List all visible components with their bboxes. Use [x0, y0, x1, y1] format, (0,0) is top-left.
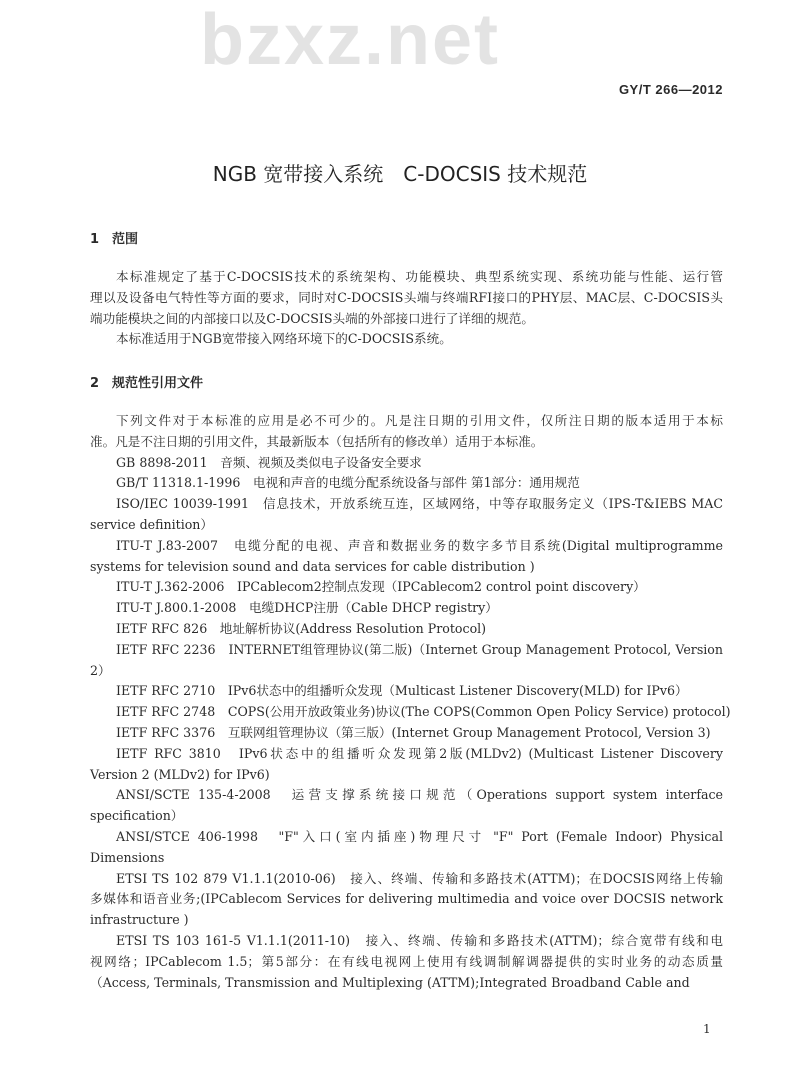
paragraph — [90, 640, 723, 682]
text-line: specification） — [90, 808, 184, 824]
text-line: GB/T 11318.1-1996 电视和声音的电缆分配系统设备与部件 第1部分：通用规范 — [116, 475, 580, 491]
text-line: 2） — [90, 662, 111, 678]
text-line: 下列文件对于本标准的应用是必不可少的。凡是注日期的引用文件，仅所注日期的版本适用于本标 — [116, 413, 723, 428]
paragraph — [90, 536, 723, 578]
text-line: IETF RFC 3376 互联网组管理协议（第三版）(Internet Group Management Protocol, Version 3) — [116, 724, 711, 740]
text-line: ITU-T J.800.1-2008 电缆DHCP注册（Cable DHCP registry） — [116, 600, 498, 616]
text-line: IETF RFC 2236 INTERNET组管理协议(第二版)（Internet Group Management Protocol, Version — [116, 641, 723, 657]
text-line: ETSI TS 102 879 V1.1.1(2010-06) 接入、终端、传输和多路技术(ATTM)；在DOCSIS网络上传输 — [116, 870, 723, 886]
paragraph — [90, 827, 723, 869]
section-heading: 2 规范性引用文件 — [90, 376, 204, 391]
paragraph — [90, 702, 731, 723]
text-line: IETF RFC 826 地址解析协议(Address Resolution Protocol) — [116, 620, 487, 636]
text-line: 视网络；IPCablecom 1.5；第5部分：在有线电视网上使用有线调制解调器提供的实时业务的动态质量 — [90, 953, 723, 969]
paragraph — [90, 931, 723, 993]
standard-number: GY/T 266—2012 — [618, 82, 723, 97]
text-line: （Access, Terminals, Transmission and Multiplexing (ATTM);Integrated Broadband Cable and — [90, 974, 690, 990]
text-line: Version 2 (MLDv2) for IPv6) — [90, 766, 270, 782]
paragraph — [90, 598, 723, 619]
page-number: 1 — [703, 1022, 711, 1036]
paragraph — [90, 267, 723, 329]
paragraph — [90, 744, 723, 786]
text-line: ETSI TS 103 161-5 V1.1.1(2011-10) 接入、终端、传输和多路技术(ATTM)；综合宽带有线和电 — [116, 932, 723, 948]
paragraph — [90, 329, 723, 350]
paragraph — [90, 577, 723, 598]
paragraph — [90, 785, 723, 827]
text-line: 理以及设备电气特性等方面的要求，同时对C-DOCSIS头端与终端RFI接口的PHY层、MAC层、C-DOCSIS头 — [90, 289, 723, 305]
text-line: ITU-T J.83-2007 电缆分配的电视、声音和数据业务的数字多节目系统(Digital multiprogramme — [116, 537, 723, 553]
paragraph — [90, 869, 723, 931]
document-title: NGB 宽带接入系统 C-DOCSIS 技术规范 — [212, 162, 588, 186]
text-line: systems for television sound and data services for cable distribution ) — [90, 558, 535, 574]
text-line: 端功能模块之间的内部接口以及C-DOCSIS头端的外部接口进行了详细的规范。 — [90, 310, 534, 326]
section-normative-references — [90, 372, 731, 993]
paragraph — [90, 619, 723, 640]
paragraph — [90, 411, 723, 453]
text-line: ANSI/SCTE 135-4-2008 运营支撑系统接口规范（Operations support system interface — [116, 787, 723, 803]
text-line: 本标准规定了基于C-DOCSIS技术的系统架构、功能模块、典型系统实现、系统功能与性能、运行管 — [116, 269, 723, 284]
paragraph — [90, 723, 723, 744]
paragraph — [90, 453, 723, 474]
text-line: 多媒体和语音业务;(IPCablecom Services for delivering multimedia and voice over DOCSIS network — [90, 891, 723, 907]
text-line: service definition） — [90, 516, 214, 532]
text-line: Dimensions — [90, 849, 165, 865]
section-heading: 1 范围 — [90, 232, 139, 247]
paragraph — [90, 473, 723, 494]
section-scope — [90, 228, 723, 350]
text-line: IETF RFC 3810 IPv6状态中的组播听众发现第2版(MLDv2) (Multicast Listener Discovery — [116, 745, 723, 761]
paragraph — [90, 494, 723, 536]
text-line: infrastructure ) — [90, 912, 189, 928]
text-line: GB 8898-2011 音频、视频及类似电子设备安全要求 — [116, 454, 422, 470]
watermark: bzxz.net — [200, 0, 501, 80]
text-line: 本标准适用于NGB宽带接入网络环境下的C-DOCSIS系统。 — [116, 331, 452, 347]
text-line: IETF RFC 2748 COPS(公用开放政策业务)协议(The COPS(Common Open Policy Service) protocol) — [116, 704, 731, 720]
text-line: 准。凡是不注日期的引用文件，其最新版本（包括所有的修改单）适用于本标准。 — [90, 433, 544, 449]
paragraph — [90, 681, 723, 702]
text-line: ITU-T J.362-2006 IPCablecom2控制点发现（IPCablecom2 control point discovery） — [116, 579, 646, 595]
text-line: ANSI/STCE 406-1998 "F"入口(室内插座)物理尺寸 "F" Port (Female Indoor) Physical — [116, 828, 723, 844]
text-line: ISO/IEC 10039-1991 信息技术，开放系统互连，区域网络，中等存取服务定义（IPS-T&IEBS MAC — [116, 496, 723, 512]
text-line: IETF RFC 2710 IPv6状态中的组播听众发现（Multicast Listener Discovery(MLD) for IPv6） — [116, 683, 688, 699]
